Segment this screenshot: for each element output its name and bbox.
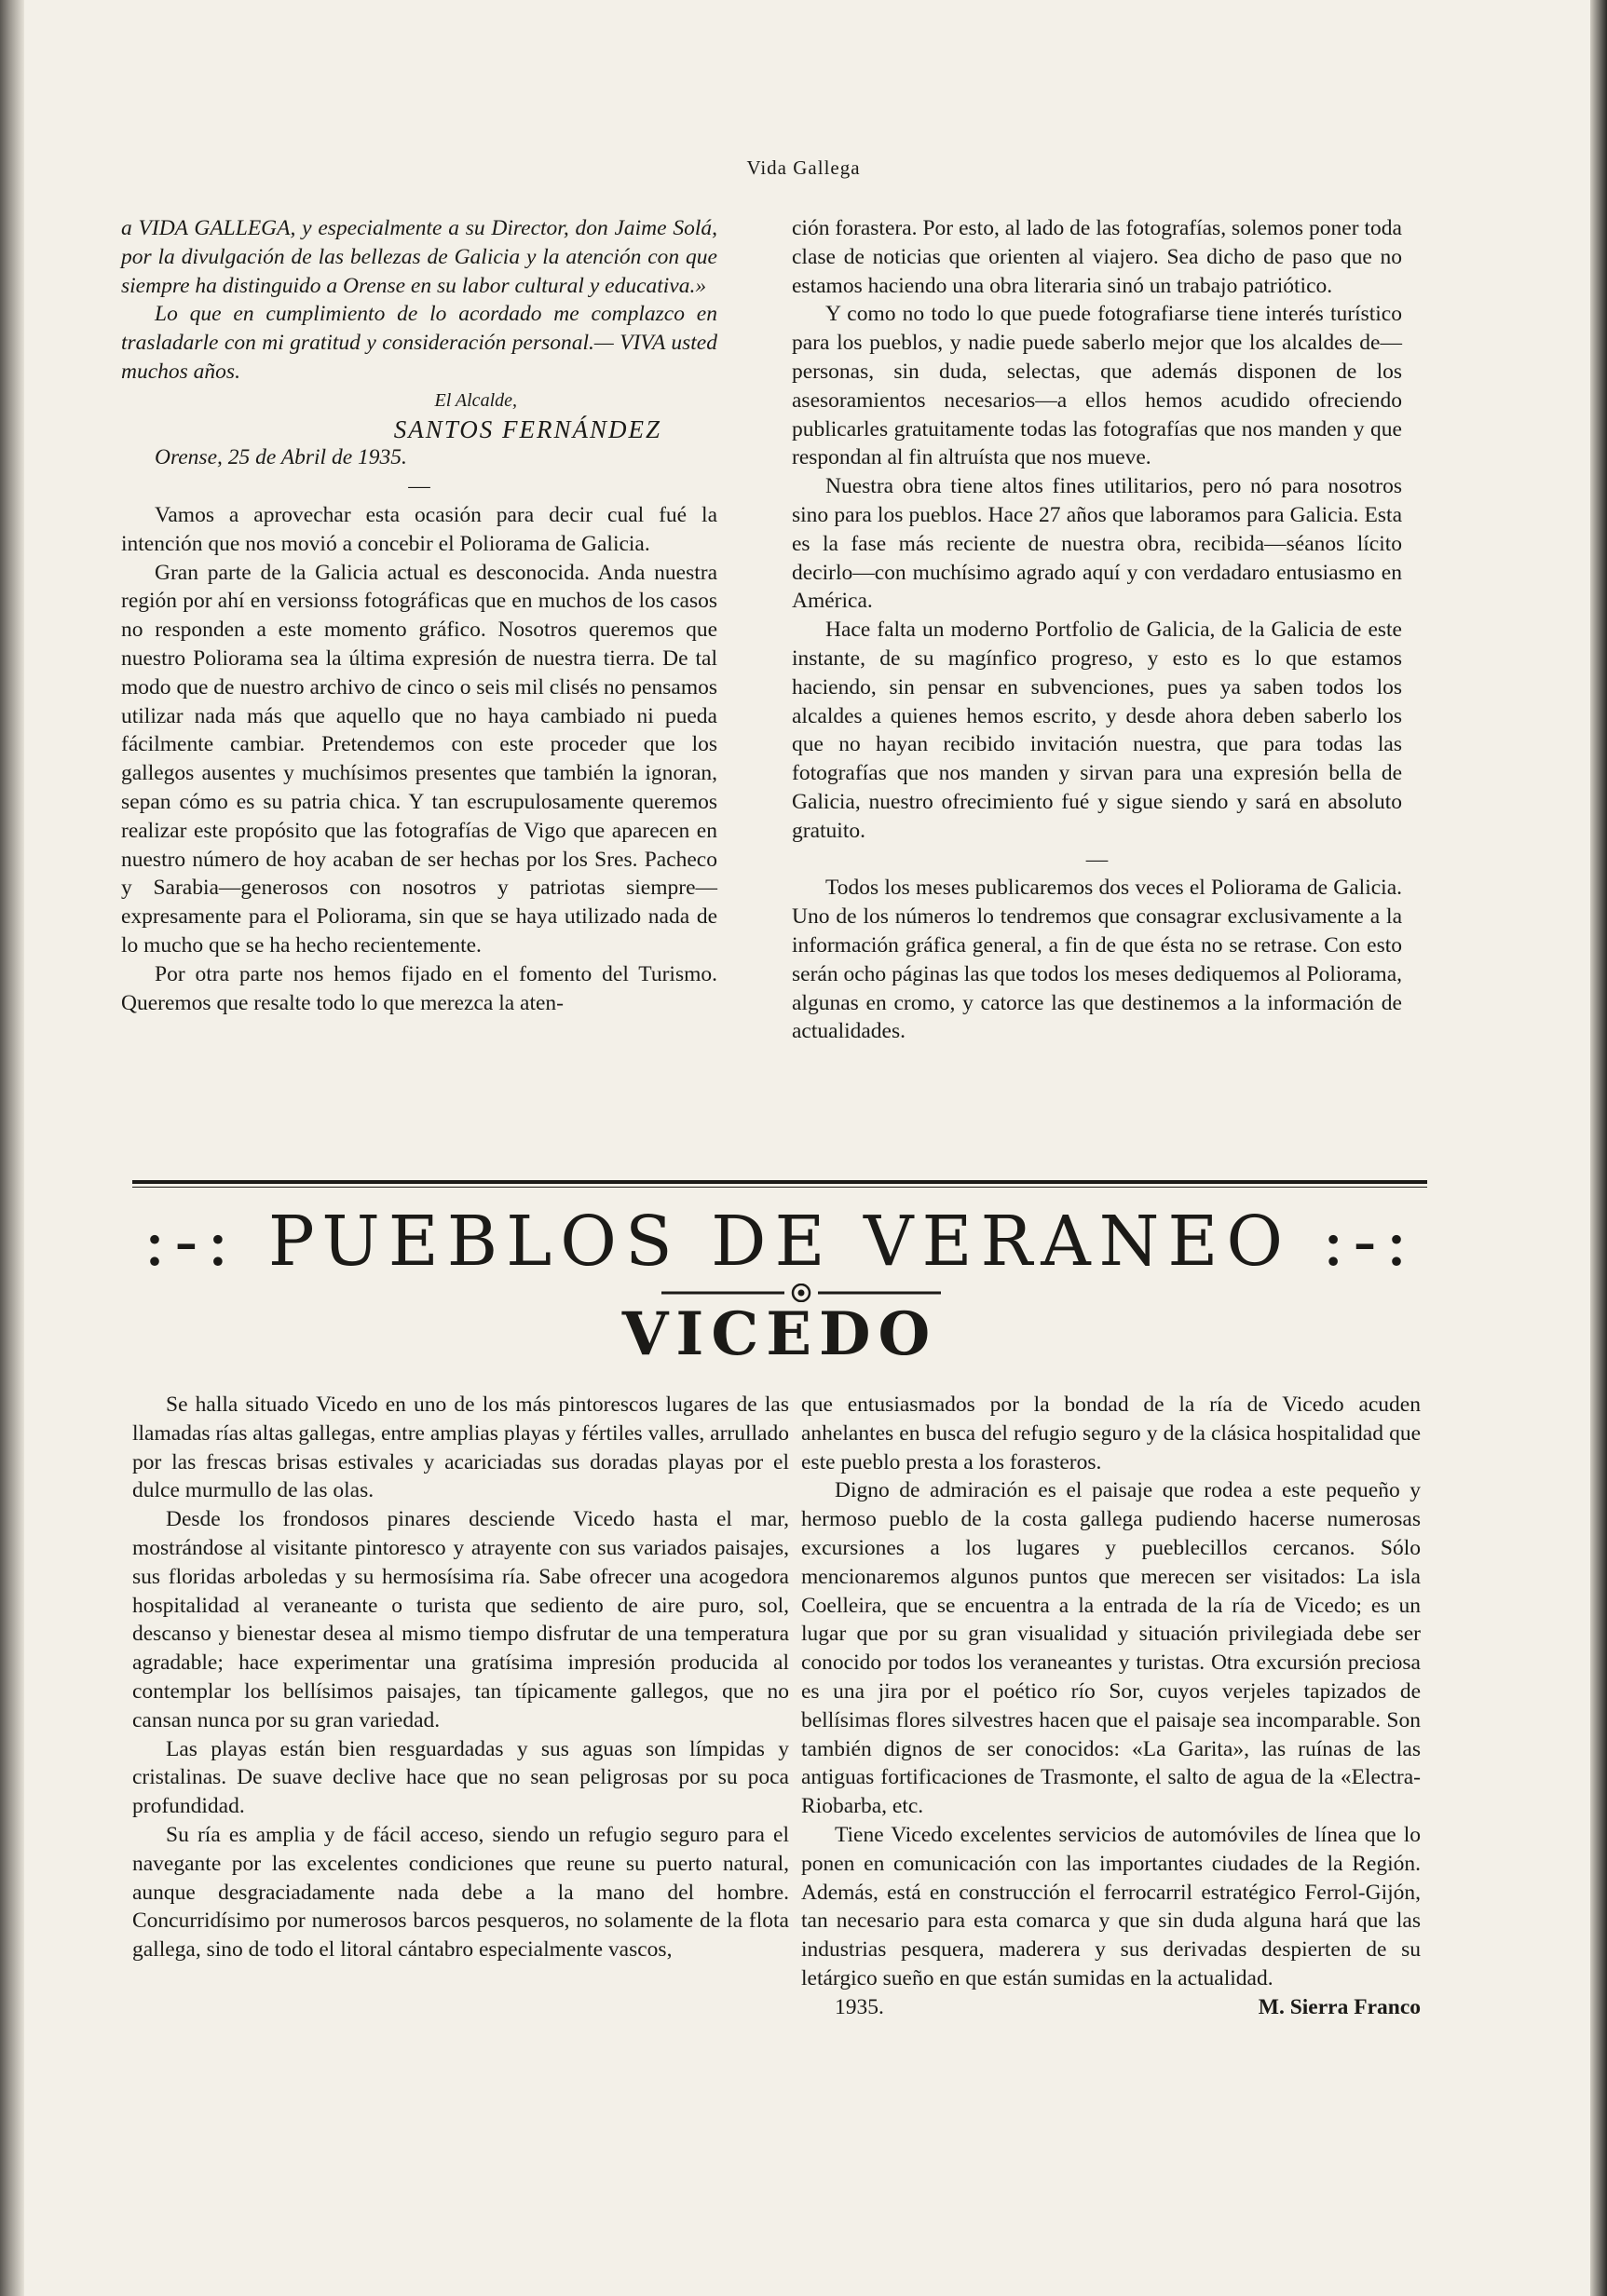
bottom-right-column: [801, 1391, 1421, 2022]
paragraph: Tiene Vicedo excelentes servicios de automóviles de línea que lo ponen en comunicación con las importantes ciudades de la Región. Además, está en construcción el ferrocarril estratégico Ferrol-Gijón, tan necesario para esta comarca y que sin duda alguna hará que las industrias pesquera, maderera y sus derivadas despierten de su letárgico sueño en que están sumidas en la actualidad.: [801, 1822, 1421, 1990]
paragraph: Se halla situado Vicedo en uno de los más pintorescos lugares de las llamadas rías altas gallegas, entre amplias playas y fértiles valles, arrullado por las frescas brisas estivales y acariciadas sus doradas playas por el dulce murmullo de las olas.: [132, 1393, 789, 1503]
paragraph: Digno de admiración es el paisaje que rodea a este pequeño y hermoso pueblo de la costa gallega pudiendo hacerse numerosas excursiones a los lugares y pueblecillos cercanos. Sólo mencionaremos algunos puntos que merecen ser visitados: La isla Coelleira, que se encuentra a la entrada de la ría de Vicedo; es un lugar que por su gran visualidad y situación privilegiada debe ser conocido por todos los veraneantes y turistas. Otra excursión preciosa es una jira por el poético río Sor, cuyos verjeles tapizados de bellísimas flores silvestres hacen que el paisaje sea incomparable. Son también dignos de ser conocidos: «La Garita», las ruínas de las antiguas fortificaciones de Trasmonte, el salto de agua de la «Electra-Riobarba, etc.: [801, 1478, 1421, 1819]
paragraph: Las playas están bien resguardadas y sus aguas son límpidas y cristalinas. De suave declive hace que no sean peligrosas por su poca profundidad.: [132, 1736, 789, 1819]
byline-row: [801, 1993, 1421, 2022]
article-title: VICEDO: [621, 1299, 938, 1369]
paragraph: Su ría es amplia y de fácil acceso, siendo un refugio seguro para el navegante por las excelentes condiciones que reune su puerto natural, aunque desgraciadamente nada debe a la mano del hombre. Concurridísimo por numerosos barcos pesqueros, no solamente de la flota gallega, sino de todo el litoral cántabro especialmente vascos,: [132, 1822, 789, 1963]
paragraph: Por otra parte nos hemos fijado en el fomento del Turismo. Queremos que resalte todo lo que merezca la aten-: [121, 961, 717, 1015]
running-head: Vida Gallega: [746, 156, 861, 179]
top-left-column: [121, 214, 717, 1017]
byline-year: 1935.: [835, 1994, 884, 2019]
separator-dash: —: [1085, 847, 1109, 872]
bottom-left-column: [132, 1391, 789, 1964]
paragraph: a VIDA GALLEGA, y especialmente a su Director, don Jaime Solá, por la divulgación de las bellezas de Galicia y la atención con que siempre ha distinguido a Orense en su labor cultural y educativa.»: [121, 216, 717, 298]
paragraph: Vamos a aprovechar esta ocasión para decir cual fué la intención que nos movió a concebir el Poliorama de Galicia.: [121, 502, 717, 556]
paragraph: que entusiasmados por la bondad de la ría de Vicedo acuden anhelantes en busca del refugio seguro y de la clásica hospitalidad que este pueblo presta a los forasteros.: [801, 1393, 1421, 1474]
paragraph: ción forastera. Por esto, al lado de las fotografías, solemos poner toda clase de noticias que orienten al viajero. Sea dicho de paso que no estamos haciendo una obra literaria sinó un trabajo patriótico.: [792, 216, 1402, 298]
section-headline: :-: PUEBLOS DE VERANEO :-:: [143, 1202, 1417, 1282]
paragraph: Nuestra obra tiene altos fines utilitarios, pero nó para nosotros sino para los pueblos. Hace 27 años que laboramos para Galicia. Esta es la fase más reciente de nuestra obra, recibida—séanos lícito decirlo—con muchísimo agrado aquí y con verdadaro entusiasmo en América.: [792, 474, 1402, 614]
page-edge: [1590, 0, 1607, 2296]
paragraph: Y como no todo lo que puede fotografiarse tiene interés turístico para los pueblos, y nadie puede saberlo mejor que los alcaldes de—personas, sin duda, selectas, que además disponen de los asesoramientos necesarios—a ellos hemos acudido ofreciendo publicarles gratuitamente todas las fotografías que nos manden y que respondan al fin altruísta que nos mueve.: [792, 302, 1402, 470]
page-gutter-shadow: [0, 0, 24, 2296]
signature-name: SANTOS FERNÁNDEZ: [393, 414, 661, 443]
separator-dash: —: [408, 474, 430, 499]
byline-author: M. Sierra Franco: [1258, 1994, 1421, 2019]
paragraph: Gran parte de la Galicia actual es desconocida. Anda nuestra región por ahí en versionss fotográficas que en muchos de los casos no responden a este momento gráfico. Nosotros queremos que nuestro Poliorama sea la última expresión de nuestra tierra. De tal modo que de nuestro archivo de cinco o seis mil clisés no pensamos utilizar nada más que aquello que no haya cambiado ni pueda fácilmente cambiar. Pretendemos con este proceder que los gallegos ausentes y muchísimos presentes que también la ignoran, sepan cómo es su patria chica. Y tan escrupulosamente queremos realizar este propósito que las fotografías de Vigo que aparecen en nuestro número de hoy acaban de ser hechas por los Sres. Pacheco y Sarabia—generosos con nosotros y patriotas siempre—expresamente para el Poliorama, sin que se haya utilizado nada de lo mucho que se ha hecho recientemente.: [121, 560, 717, 958]
paragraph: Hace falta un moderno Portfolio de Galicia, de la Galicia de este instante, de su magínfico progreso, y esto es lo que estamos haciendo, sin pensar en subvenciones, pues ya saben todos los alcaldes a quienes hemos escrito, y desde ahora deben saberlo los que no hayan recibido invitación nuestra, que para todas las fotografías que nos manden y sirvan para una expresión bella de Galicia, nuestro ofrecimiento fué y sigue siendo y sará en absoluto gratuito.: [792, 618, 1402, 843]
top-right-column: [792, 214, 1402, 1046]
paragraph: Lo que en cumplimiento de lo acordado me complazco en trasladarle con mi gratitud y consideración personal.— VIVA usted muchos años.: [121, 302, 717, 384]
signature-title: El Alcalde,: [434, 389, 517, 411]
section-divider: [132, 1180, 1427, 1188]
paragraph: Desde los frondosos pinares desciende Vicedo hasta el mar, mostrándose al visitante pintoresco y atrayente con sus variados paisajes, sus floridas arboledas y su hermosísima ría. Sabe ofrecer una acogedora hospitalidad al veraneante o turista que sediento de aire puro, sol, descanso y bienestar desea al mismo tiempo disfrutar de una temperatura agradable; hace experimentar una gratísima impresión producida al contemplar los bellísimos paisajes, tan típicamente gallegos, que no cansan nunca por su gran variedad.: [132, 1507, 789, 1732]
paragraph: Todos los meses publicaremos dos veces el Poliorama de Galicia. Uno de los números lo tendremos que consagrar exclusivamente a la información gráfica general, a fin de que ésta no se retrase. Con esto serán ocho páginas las que todos los meses dediquemos al Poliorama, algunas en cromo, y catorce las que destinemos a la información de actualidades.: [792, 876, 1402, 1044]
signature-date: Orense, 25 de Abril de 1935.: [155, 445, 407, 470]
